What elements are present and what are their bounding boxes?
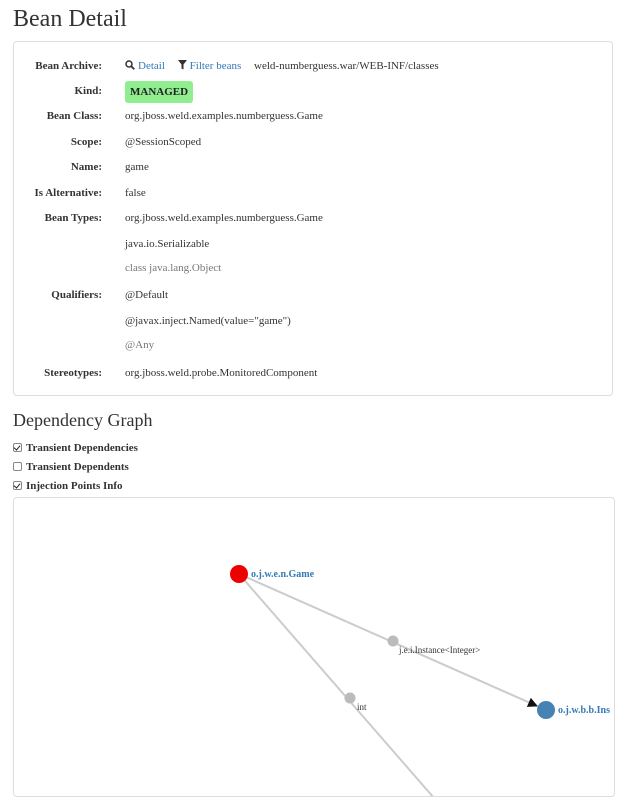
qualifier-item: @Default [125, 289, 169, 301]
detail-link[interactable] [125, 60, 165, 72]
bean-archive-value [125, 56, 439, 76]
name-value: game [125, 161, 149, 173]
graph-node-game[interactable] [230, 565, 248, 583]
bean-types-label: Bean Types: [44, 212, 102, 224]
bean-archive-label: Bean Archive: [35, 60, 102, 72]
graph-node-label[interactable]: o.j.w.b.b.Ins [558, 705, 610, 716]
graph-edge-point[interactable] [345, 693, 356, 704]
scope-label: Scope: [70, 136, 102, 148]
dependency-graph-title: Dependency Graph [13, 410, 153, 430]
scope-row [14, 132, 612, 152]
bean-type-item: org.jboss.weld.examples.numberguess.Game [125, 212, 323, 224]
bean-class-row [14, 106, 612, 126]
stereotypes-row [14, 363, 612, 383]
bean-types-row-2 [14, 234, 612, 254]
kind-value [125, 81, 193, 103]
qualifiers-row [14, 285, 612, 305]
bean-class-label: Bean Class: [46, 110, 102, 122]
transient-dependents-option[interactable] [13, 461, 129, 474]
bean-class-value: org.jboss.weld.examples.numberguess.Game [125, 110, 323, 122]
stereotypes-value: org.jboss.weld.probe.MonitoredComponent [125, 367, 318, 379]
transient-dependencies-checkbox[interactable] [13, 443, 22, 452]
archive-path: weld-numberguess.war/WEB-INF/classes [254, 60, 439, 72]
transient-dependents-checkbox[interactable] [13, 462, 22, 471]
name-label: Name: [70, 161, 102, 173]
transient-dependencies-label: Transient Dependencies [26, 442, 138, 454]
search-icon [125, 60, 135, 70]
transient-dependencies-option[interactable] [13, 442, 138, 455]
qualifier-item: @javax.inject.Named(value="game") [125, 315, 291, 327]
graph-node-label[interactable]: o.j.w.e.n.Game [251, 569, 315, 580]
bean-type-item: java.io.Serializable [125, 238, 210, 250]
graph-node-instance-bean[interactable] [537, 701, 555, 719]
qualifiers-label: Qualifiers: [51, 289, 102, 301]
scope-value: @SessionScoped [125, 136, 202, 148]
graph-edge-label: int [357, 702, 367, 712]
page-title: Bean Detail [13, 6, 127, 32]
is-alternative-value: false [125, 187, 146, 199]
qualifiers-row-3 [14, 335, 612, 355]
bean-detail-panel [13, 41, 613, 396]
kind-row [14, 81, 612, 101]
is-alternative-row [14, 183, 612, 203]
dependency-graph-svg[interactable] [14, 498, 615, 797]
graph-edge-point[interactable] [388, 636, 399, 647]
qualifier-item: @Any [125, 339, 155, 351]
filter-beans-label: Filter beans [189, 60, 242, 72]
transient-dependents-label: Transient Dependents [26, 461, 129, 473]
filter-beans-link[interactable] [178, 60, 242, 72]
graph-edge-game-to-int [239, 574, 434, 797]
filter-icon [178, 60, 187, 70]
injection-points-info-option[interactable] [13, 480, 123, 493]
bean-type-item: class java.lang.Object [125, 262, 222, 274]
kind-label: Kind: [74, 85, 102, 97]
kind-badge: MANAGED [125, 81, 193, 103]
bean-archive-row [14, 56, 612, 76]
detail-link-label: Detail [138, 60, 165, 72]
dependency-graph-canvas[interactable] [13, 497, 615, 797]
stereotypes-label: Stereotypes: [44, 367, 102, 379]
injection-points-info-checkbox[interactable] [13, 481, 22, 490]
name-row [14, 157, 612, 177]
injection-points-info-label: Injection Points Info [26, 480, 123, 492]
qualifiers-row-2 [14, 311, 612, 331]
graph-edge-label: j.e.i.Instance<Integer> [399, 645, 481, 655]
is-alternative-label: Is Alternative: [34, 187, 102, 199]
bean-types-row [14, 208, 612, 228]
bean-types-row-3 [14, 258, 612, 278]
